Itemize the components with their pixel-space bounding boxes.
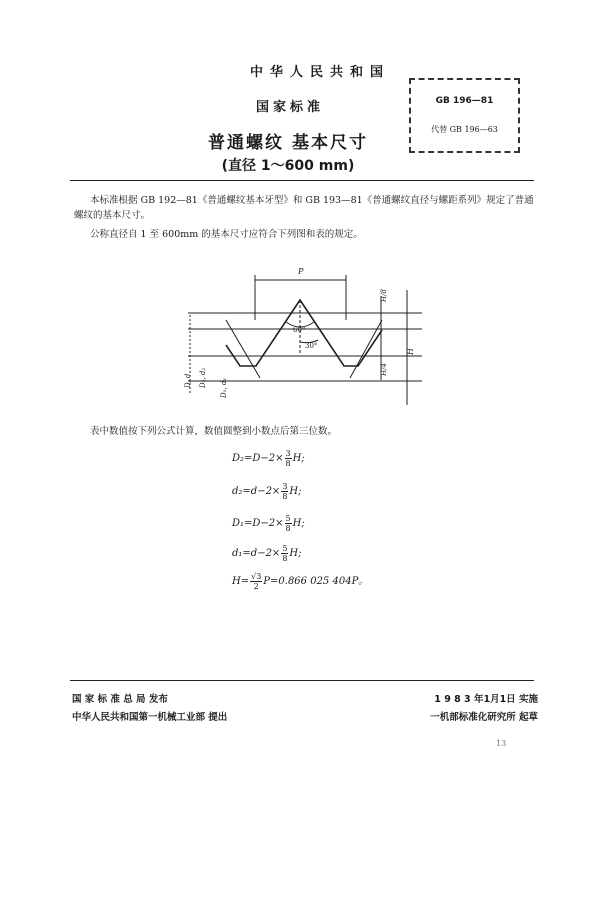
footer-divider: [70, 680, 534, 681]
angle-30-label: 30°: [305, 342, 318, 350]
major-diameter-label: D, d: [184, 373, 192, 388]
drafter: 一机部标准化研究所 起草: [430, 712, 538, 723]
page-number: 13: [496, 739, 507, 748]
formula-d1-nut: D₁=D−2× $\frac{5}{8}$ H;: [232, 514, 305, 533]
issuer: 国 家 标 准 总 局 发布: [72, 694, 168, 705]
height-label: H: [406, 348, 415, 355]
h4-label: H/4: [380, 363, 388, 376]
formula-d1-bolt: d₁=d−2× $\frac{5}{8}$ H;: [232, 544, 302, 563]
scope-paragraph: 公称直径自 1 至 600mm 的基本尺寸应符合下列图和表的规定。: [90, 229, 363, 240]
intro-paragraph: 本标准根据 GB 192—81《普通螺纹基本牙型》和 GB 193—81《普通螺纹直径与螺距系列》规定了普通螺纹的基本尺寸。: [74, 195, 534, 221]
replaces-note: 代替 GB 196—63: [431, 125, 498, 134]
page-title: 普通螺纹 基本尺寸: [208, 133, 368, 153]
pitch-label: P: [298, 267, 304, 276]
standard-type-heading: 国家标准: [255, 100, 324, 115]
pitch-diameter-label: D₂, d₂: [199, 367, 207, 388]
country-heading: 中华人民共和国: [249, 65, 390, 80]
h8-label: H/8: [380, 289, 388, 302]
thread-profile-diagram: [160, 260, 450, 405]
angle-60-label: 60°: [293, 326, 306, 334]
proposer: 中华人民共和国第一机械工业部 提出: [72, 712, 228, 723]
formula-d2-nut: D₂=D−2× $\frac{3}{8}$ H;: [232, 449, 305, 468]
header-divider: [70, 180, 534, 181]
table-note: 表中数值按下列公式计算，数值圆整到小数点后第三位数。: [90, 426, 338, 437]
page-subtitle: (直径 1～600 mm): [221, 158, 355, 174]
standard-number: GB 196—81: [435, 96, 494, 106]
minor-diameter-label: D₁, d₁: [220, 377, 228, 398]
formula-d2-bolt: d₂=d−2× $\frac{3}{8}$ H;: [232, 482, 302, 501]
effective-date: 1 9 8 3 年1月1日 实施: [434, 694, 538, 705]
standard-number-box: [409, 78, 520, 153]
formula-h: H= $\frac{√3}{2}$ P=0.866 025 404P。: [232, 572, 369, 591]
